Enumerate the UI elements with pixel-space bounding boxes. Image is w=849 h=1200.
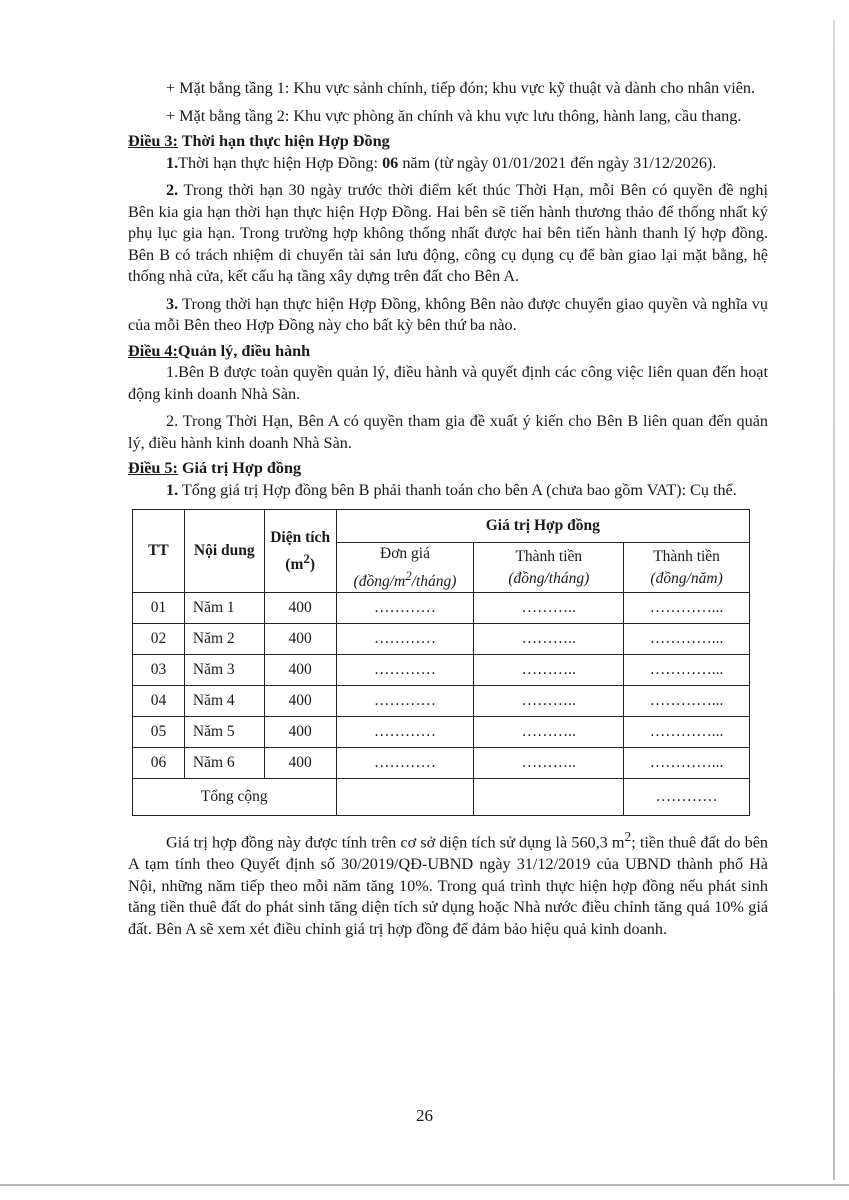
row-noi-dung: Năm 4	[184, 686, 264, 717]
heading-dieu-3	[128, 131, 768, 153]
table-row	[133, 717, 750, 748]
row-thanh-tien-nam: …………...	[624, 655, 750, 686]
row-noi-dung: Năm 2	[184, 624, 264, 655]
table-row	[133, 655, 750, 686]
table-row	[133, 686, 750, 717]
row-don-gia: …………	[336, 717, 474, 748]
table-header-row-1	[133, 510, 750, 543]
heading-dieu-5	[128, 458, 768, 480]
heading-dieu-4	[128, 341, 768, 363]
row-dien-tich: 400	[264, 717, 336, 748]
header-thanh-tien-nam-label: Thành tiền	[653, 548, 720, 566]
row-noi-dung: Năm 5	[184, 717, 264, 748]
row-thanh-tien-thang: ………..	[474, 748, 624, 779]
dieu3-item-1	[128, 153, 768, 175]
row-thanh-tien-thang: ………..	[474, 717, 624, 748]
row-dien-tich: 400	[264, 686, 336, 717]
header-thanh-tien-thang-unit: (đồng/tháng)	[508, 569, 590, 587]
header-thanh-tien-nam	[624, 543, 750, 593]
dieu3-item-1-text-a: Thời hạn thực hiện Hợp Đồng:	[178, 153, 383, 172]
row-thanh-tien-nam: …………...	[624, 748, 750, 779]
header-unit-sup: 2	[303, 551, 310, 566]
dieu3-item-2	[128, 180, 768, 288]
dieu5-item-1	[128, 480, 768, 502]
row-don-gia: …………	[336, 624, 474, 655]
header-dien-tich-label: Diện tích	[270, 528, 331, 546]
page-edge-right	[833, 20, 835, 1180]
dieu5-item-1-text: Tổng giá trị Hợp đồng bên B phải thanh toán cho bên A (chưa bao gồm VAT): Cụ thể.	[178, 480, 737, 499]
row-tt: 04	[133, 686, 185, 717]
dieu5-item-1-num: 1.	[166, 480, 179, 499]
closing-sup: 2	[624, 829, 632, 845]
row-dien-tich: 400	[264, 624, 336, 655]
row-don-gia: …………	[336, 748, 474, 779]
heading-dieu-3-label: Điều 3:	[128, 132, 178, 150]
row-thanh-tien-thang: ………..	[474, 686, 624, 717]
table-total-row	[133, 779, 750, 816]
dieu3-item-3-num: 3.	[166, 294, 179, 313]
row-thanh-tien-nam: …………...	[624, 624, 750, 655]
header-tt: TT	[133, 510, 185, 593]
dieu4-item-1: 1.Bên B được toàn quyền quản lý, điều hành và quyết định các công việc liên quan đến hoạt động kinh doanh Nhà Sàn.	[128, 363, 768, 403]
header-dien-tich-unit	[285, 551, 315, 574]
page-number: 26	[416, 1106, 433, 1125]
page-content	[128, 78, 768, 940]
row-dien-tich: 400	[264, 593, 336, 624]
row-thanh-tien-nam: …………...	[624, 686, 750, 717]
page-edge-bottom	[0, 1184, 849, 1186]
row-tt: 06	[133, 748, 185, 779]
header-don-gia-unit-b: /tháng)	[411, 572, 457, 590]
row-don-gia: …………	[336, 686, 474, 717]
table-row	[133, 593, 750, 624]
dieu3-item-2-text: Trong thời hạn 30 ngày trước thời điểm kết thúc Thời Hạn, mỗi Bên có quyền đề nghị Bên kia gia hạn thời hạn thực hiện Hợp Đồng. Hai bên sẽ tiến hành thương thảo để thống nhất ký phụ lục gia hạn. Trong trường hợp không thống nhất được hai bên tiến hành thanh lý hợp đồng. Bên B có trách nhiệm di chuyển tài sản lưu động, công cụ dụng cụ để bàn giao lại mặt bằng, hệ thống nhà cửa, kết cấu hạ tầng xây dựng trên đất cho Bên A.	[128, 181, 768, 285]
heading-dieu-4-title: Quản lý, điều hành	[177, 341, 311, 360]
row-dien-tich: 400	[264, 655, 336, 686]
total-label: Tổng cộng	[133, 779, 337, 816]
dieu4-item-2: 2. Trong Thời Hạn, Bên A có quyền tham gia đề xuất ý kiến cho Bên B liên quan đến quản lý, điều hành kinh doanh Nhà Sàn.	[128, 412, 768, 452]
table-row	[133, 624, 750, 655]
row-thanh-tien-nam: …………...	[624, 593, 750, 624]
dieu3-item-1-text-b: năm (từ ngày 01/01/2021 đến ngày 31/12/2026).	[398, 153, 717, 172]
row-tt: 03	[133, 655, 185, 686]
heading-dieu-4-label: Điều 4:	[128, 341, 178, 360]
paragraph-floor-1: + Mặt bằng tầng 1: Khu vực sảnh chính, tiếp đón; khu vực kỹ thuật và dành cho nhân viên.	[166, 79, 756, 97]
row-thanh-tien-thang: ………..	[474, 655, 624, 686]
dieu3-item-3-text: Trong thời hạn thực hiện Hợp Đồng, không Bên nào được chuyển giao quyền và nghĩa vụ của mỗi Bên theo Hợp Đồng này cho bất kỳ bên thứ ba nào.	[128, 294, 768, 334]
row-noi-dung: Năm 3	[184, 655, 264, 686]
paragraph-floor-2: + Mặt bằng tầng 2: Khu vực phòng ăn chính và khu vực lưu thông, hành lang, cầu thang.	[166, 106, 742, 125]
row-tt: 02	[133, 624, 185, 655]
dieu3-item-3	[128, 294, 768, 337]
row-don-gia: …………	[336, 593, 474, 624]
heading-dieu-5-title: Giá trị Hợp đồng	[177, 459, 302, 477]
row-noi-dung: Năm 6	[184, 748, 264, 779]
header-don-gia-unit	[353, 567, 457, 590]
row-thanh-tien-nam: …………...	[624, 717, 750, 748]
header-don-gia-unit-sup: 2	[405, 567, 412, 583]
contract-value-table	[132, 509, 750, 816]
header-don-gia-unit-a: (đồng/m	[353, 572, 406, 590]
closing-text-b: ; tiền thuê đất do bên A tạm tính theo Quyết định số 30/2019/QĐ-UBND ngày 31/12/2019 của UBND thành phố Hà Nội, những năm tiếp theo mỗi năm tăng 10%. Trong quá trình thực hiện hợp đồng nếu phát sinh tăng tiền thuê đất do phát sinh tăng diện tích sử dụng hoặc Nhà nước điều chỉnh tăng quá 10% giá đất. Bên A sẽ xem xét điều chỉnh giá trị hợp đồng để đảm bảo hiệu quả kinh doanh.	[128, 833, 768, 938]
total-thanh-tien-thang	[474, 779, 624, 816]
header-unit-open: (m	[285, 556, 304, 574]
total-don-gia	[336, 779, 474, 816]
header-don-gia-label: Đơn giá	[380, 545, 430, 562]
heading-dieu-5-label: Điều 5:	[128, 459, 178, 477]
row-thanh-tien-thang: ………..	[474, 593, 624, 624]
row-dien-tich: 400	[264, 748, 336, 779]
row-noi-dung: Năm 1	[184, 593, 264, 624]
row-tt: 01	[133, 593, 185, 624]
dieu3-item-1-years: 06	[382, 153, 399, 172]
heading-dieu-3-title: Thời hạn thực hiện Hợp Đồng	[177, 132, 390, 150]
row-don-gia: …………	[336, 655, 474, 686]
closing-text-a: Giá trị hợp đồng này được tính trên cơ sở diện tích sử dụng là 560,3 m	[166, 833, 625, 852]
dieu3-item-2-num: 2.	[166, 181, 179, 199]
header-thanh-tien-thang-label: Thành tiền	[515, 548, 583, 566]
closing-paragraph	[128, 826, 768, 940]
header-gia-tri: Giá trị Hợp đồng	[336, 510, 749, 543]
header-thanh-tien-thang	[474, 543, 624, 593]
header-dien-tich	[264, 510, 336, 593]
dieu3-item-1-num: 1.	[166, 153, 179, 172]
header-don-gia	[336, 543, 474, 593]
table-body	[133, 593, 750, 779]
header-thanh-tien-nam-unit: (đồng/năm)	[650, 569, 723, 587]
header-noi-dung: Nội dung	[184, 510, 264, 593]
row-thanh-tien-thang: ………..	[474, 624, 624, 655]
row-tt: 05	[133, 717, 185, 748]
header-unit-close: )	[309, 556, 315, 574]
table-row	[133, 748, 750, 779]
total-value: …………	[624, 779, 750, 816]
